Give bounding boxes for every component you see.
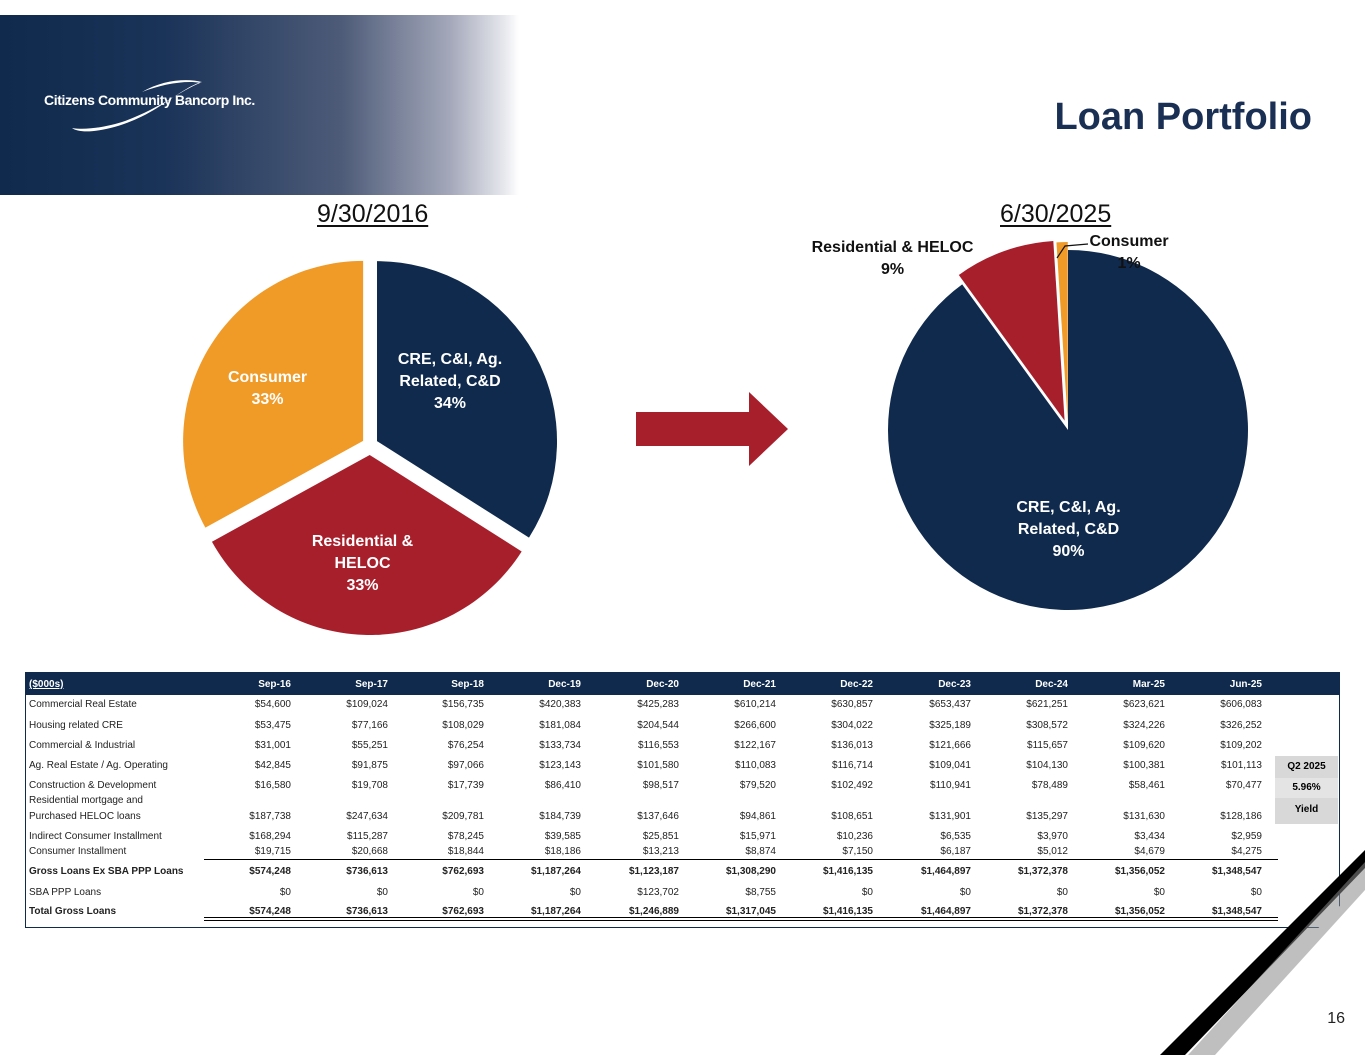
table-cell: $76,254 xyxy=(447,740,484,751)
table-cell: $1,187,264 xyxy=(530,906,581,917)
table-cell: $1,372,378 xyxy=(1017,866,1068,877)
table-cell: $55,251 xyxy=(351,740,388,751)
table-cell: $108,651 xyxy=(831,811,873,822)
pie1-label-consumer: Consumer 33% xyxy=(227,369,308,408)
table-cell: $1,246,889 xyxy=(628,906,679,917)
table-cell: $4,275 xyxy=(1231,846,1262,857)
table-cell: $574,248 xyxy=(249,866,291,877)
table-cell: $109,024 xyxy=(346,699,388,710)
consumer-leader-line xyxy=(1055,240,1090,260)
table-cell: $15,971 xyxy=(739,831,776,842)
table-cell: $115,287 xyxy=(347,831,388,842)
table-cell: $0 xyxy=(376,887,388,898)
table-header-units: ($000s) xyxy=(29,679,64,690)
pie2-title: 6/30/2025 xyxy=(1000,200,1112,228)
table-cell: $109,041 xyxy=(929,760,971,771)
table-cell: $326,252 xyxy=(1220,720,1262,731)
yield-value: 5.96% xyxy=(1275,778,1338,798)
table-cell: $1,356,052 xyxy=(1114,906,1165,917)
table-cell: $0 xyxy=(279,887,291,898)
yield-period: Q2 2025 xyxy=(1275,756,1338,778)
table-cell: $630,857 xyxy=(831,699,873,710)
arrow-right-icon xyxy=(636,392,788,466)
page-title: Loan Portfolio xyxy=(1054,96,1312,138)
table-cell: $19,708 xyxy=(351,780,388,791)
pie2-label-residential: Residential & HELOC 9% xyxy=(811,239,974,278)
total-rule-1 xyxy=(204,917,1278,918)
table-cell: $204,544 xyxy=(637,720,679,731)
table-cell: $133,734 xyxy=(539,740,581,751)
table-header-row xyxy=(26,673,1339,695)
table-cell: $91,875 xyxy=(351,760,388,771)
table-cell: $1,416,135 xyxy=(822,866,873,877)
row-label: Total Gross Loans xyxy=(29,906,117,917)
company-logo-text: Citizens Community Bancorp Inc. xyxy=(44,92,255,108)
table-cell: $109,620 xyxy=(1123,740,1165,751)
table-cell: $8,874 xyxy=(745,846,776,857)
table-cell: $77,166 xyxy=(351,720,388,731)
row-label: Construction & Development xyxy=(29,780,157,791)
table-cell: $168,294 xyxy=(249,831,291,842)
pie2-label-consumer: Consumer 1% xyxy=(1089,233,1169,272)
table-cell: $420,383 xyxy=(539,699,581,710)
table-cell: $6,187 xyxy=(940,846,971,857)
table-cell: $606,083 xyxy=(1220,699,1262,710)
table-cell: $736,613 xyxy=(346,866,388,877)
subtotal-rule xyxy=(204,859,1278,860)
table-cell: $128,186 xyxy=(1220,811,1262,822)
table-cell: $54,600 xyxy=(254,699,291,710)
table-cell: $136,013 xyxy=(831,740,873,751)
table-cell: $0 xyxy=(472,887,484,898)
pie1-label-residential: Residential & HELOC 33% xyxy=(311,533,414,594)
column-header: Dec-24 xyxy=(1035,679,1068,690)
table-cell: $121,666 xyxy=(929,740,971,751)
table-cell: $70,477 xyxy=(1225,780,1262,791)
column-header: Dec-23 xyxy=(938,679,971,690)
table-cell: $135,297 xyxy=(1026,811,1068,822)
table-cell: $110,083 xyxy=(735,760,776,771)
table-cell: $1,348,547 xyxy=(1211,906,1262,917)
table-cell: $18,186 xyxy=(544,846,581,857)
table-cell: $94,861 xyxy=(739,811,776,822)
table-cell: $574,248 xyxy=(249,906,291,917)
table-cell: $623,621 xyxy=(1123,699,1165,710)
table-cell: $1,187,264 xyxy=(530,866,581,877)
table-cell: $123,143 xyxy=(539,760,581,771)
table-cell: $116,553 xyxy=(638,740,679,751)
table-cell: $39,585 xyxy=(544,831,581,842)
table-cell: $209,781 xyxy=(442,811,484,822)
table-cell: $762,693 xyxy=(442,866,484,877)
table-cell: $13,213 xyxy=(642,846,679,857)
table-cell: $4,679 xyxy=(1134,846,1165,857)
table-cell: $0 xyxy=(861,887,873,898)
table-cell: $184,739 xyxy=(539,811,581,822)
total-rule-2 xyxy=(204,920,1278,921)
row-label: Ag. Real Estate / Ag. Operating xyxy=(29,760,168,771)
column-header: Dec-22 xyxy=(840,679,873,690)
page-number: 16 xyxy=(1327,1010,1345,1027)
table-cell: $1,416,135 xyxy=(822,906,873,917)
row-label: Commercial & Industrial xyxy=(29,740,136,751)
table-cell: $324,226 xyxy=(1123,720,1165,731)
table-cell: $1,464,897 xyxy=(920,866,971,877)
table-cell: $18,844 xyxy=(447,846,484,857)
table-cell: $1,308,290 xyxy=(725,866,776,877)
table-cell: $3,434 xyxy=(1134,831,1165,842)
table-cell: $0 xyxy=(959,887,971,898)
table-cell: $78,245 xyxy=(447,831,484,842)
table-cell: $19,715 xyxy=(254,846,291,857)
column-header: Sep-17 xyxy=(355,679,388,690)
table-cell: $2,959 xyxy=(1231,831,1262,842)
table-cell: $78,489 xyxy=(1031,780,1068,791)
table-cell: $98,517 xyxy=(642,780,679,791)
pie-chart-2025 xyxy=(868,230,1268,630)
pie1-title: 9/30/2016 xyxy=(317,200,429,228)
table-cell: $247,634 xyxy=(346,811,388,822)
column-header: Dec-21 xyxy=(743,679,776,690)
table-cell: $17,739 xyxy=(447,780,484,791)
table-cell: $1,356,052 xyxy=(1114,866,1165,877)
table-cell: $1,464,897 xyxy=(920,906,971,917)
column-header: Mar-25 xyxy=(1132,679,1165,690)
row-label: Indirect Consumer Installment xyxy=(29,831,162,842)
table-cell: $58,461 xyxy=(1128,780,1165,791)
table-cell: $16,580 xyxy=(254,780,291,791)
table-cell: $25,851 xyxy=(642,831,679,842)
table-cell: $42,845 xyxy=(254,760,291,771)
table-cell: $122,167 xyxy=(734,740,776,751)
table-cell: $0 xyxy=(1056,887,1068,898)
table-cell: $101,580 xyxy=(637,760,679,771)
table-cell: $156,735 xyxy=(442,699,484,710)
table-cell: $762,693 xyxy=(442,906,484,917)
yield-label: Yield xyxy=(1275,798,1338,824)
row-label: Housing related CRE xyxy=(29,720,123,731)
table-cell: $100,381 xyxy=(1123,760,1165,771)
table-cell: $5,012 xyxy=(1037,846,1068,857)
table-cell: $10,236 xyxy=(836,831,873,842)
table-cell: $187,738 xyxy=(249,811,291,822)
table-cell: $266,600 xyxy=(734,720,776,731)
table-cell: $97,066 xyxy=(447,760,484,771)
table-cell: $86,410 xyxy=(544,780,581,791)
table-cell: $109,202 xyxy=(1220,740,1262,751)
table-cell: $181,084 xyxy=(539,720,581,731)
row-label: Gross Loans Ex SBA PPP Loans xyxy=(29,866,184,877)
table-cell: $0 xyxy=(1153,887,1165,898)
table-cell: $131,630 xyxy=(1123,811,1165,822)
table-cell: $308,572 xyxy=(1026,720,1068,731)
table-cell: $79,520 xyxy=(739,780,776,791)
row-label: Consumer Installment xyxy=(29,846,127,857)
table-cell: $102,492 xyxy=(831,780,873,791)
table-cell: $1,372,378 xyxy=(1017,906,1068,917)
table-cell: $325,189 xyxy=(929,720,971,731)
row-label: SBA PPP Loans xyxy=(29,887,102,898)
pie1-label-cre: CRE, C&I, Ag. Related, C&D 34% xyxy=(397,351,503,412)
table-cell: $425,283 xyxy=(637,699,679,710)
table-cell: $610,214 xyxy=(734,699,776,710)
table-cell: $123,702 xyxy=(637,887,679,898)
table-cell: $8,755 xyxy=(745,887,776,898)
table-cell: $53,475 xyxy=(254,720,291,731)
table-cell: $20,668 xyxy=(351,846,388,857)
table-cell: $101,113 xyxy=(1221,760,1262,771)
row-label-continued: Purchased HELOC loans xyxy=(29,811,141,822)
row-label: Residential mortgage and xyxy=(29,795,143,806)
table-cell: $104,130 xyxy=(1026,760,1068,771)
table-cell: $1,348,547 xyxy=(1211,866,1262,877)
table-cell: $304,022 xyxy=(831,720,873,731)
row-label: Commercial Real Estate xyxy=(29,699,137,710)
table-cell: $7,150 xyxy=(842,846,873,857)
table-cell: $6,535 xyxy=(940,831,971,842)
table-cell: $653,437 xyxy=(929,699,971,710)
table-cell: $0 xyxy=(569,887,581,898)
table-cell: $110,941 xyxy=(930,780,971,791)
table-cell: $621,251 xyxy=(1026,699,1068,710)
table-cell: $137,646 xyxy=(637,811,679,822)
column-header: Jun-25 xyxy=(1229,679,1262,690)
table-cell: $3,970 xyxy=(1037,831,1068,842)
table-cell: $108,029 xyxy=(442,720,484,731)
table-cell: $1,123,187 xyxy=(628,866,679,877)
pie2-label-cre: CRE, C&I, Ag. Related, C&D 90% xyxy=(1016,499,1121,560)
table-cell: $0 xyxy=(1250,887,1262,898)
table-cell: $31,001 xyxy=(254,740,291,751)
table-cell: $131,901 xyxy=(929,811,971,822)
table-cell: $1,317,045 xyxy=(725,906,776,917)
column-header: Sep-16 xyxy=(258,679,291,690)
table-cell: $115,657 xyxy=(1027,740,1068,751)
column-header: Dec-20 xyxy=(646,679,679,690)
loan-table xyxy=(25,672,1340,928)
table-cell: $116,714 xyxy=(832,760,873,771)
column-header: Dec-19 xyxy=(548,679,581,690)
table-cell: $736,613 xyxy=(346,906,388,917)
column-header: Sep-18 xyxy=(451,679,484,690)
